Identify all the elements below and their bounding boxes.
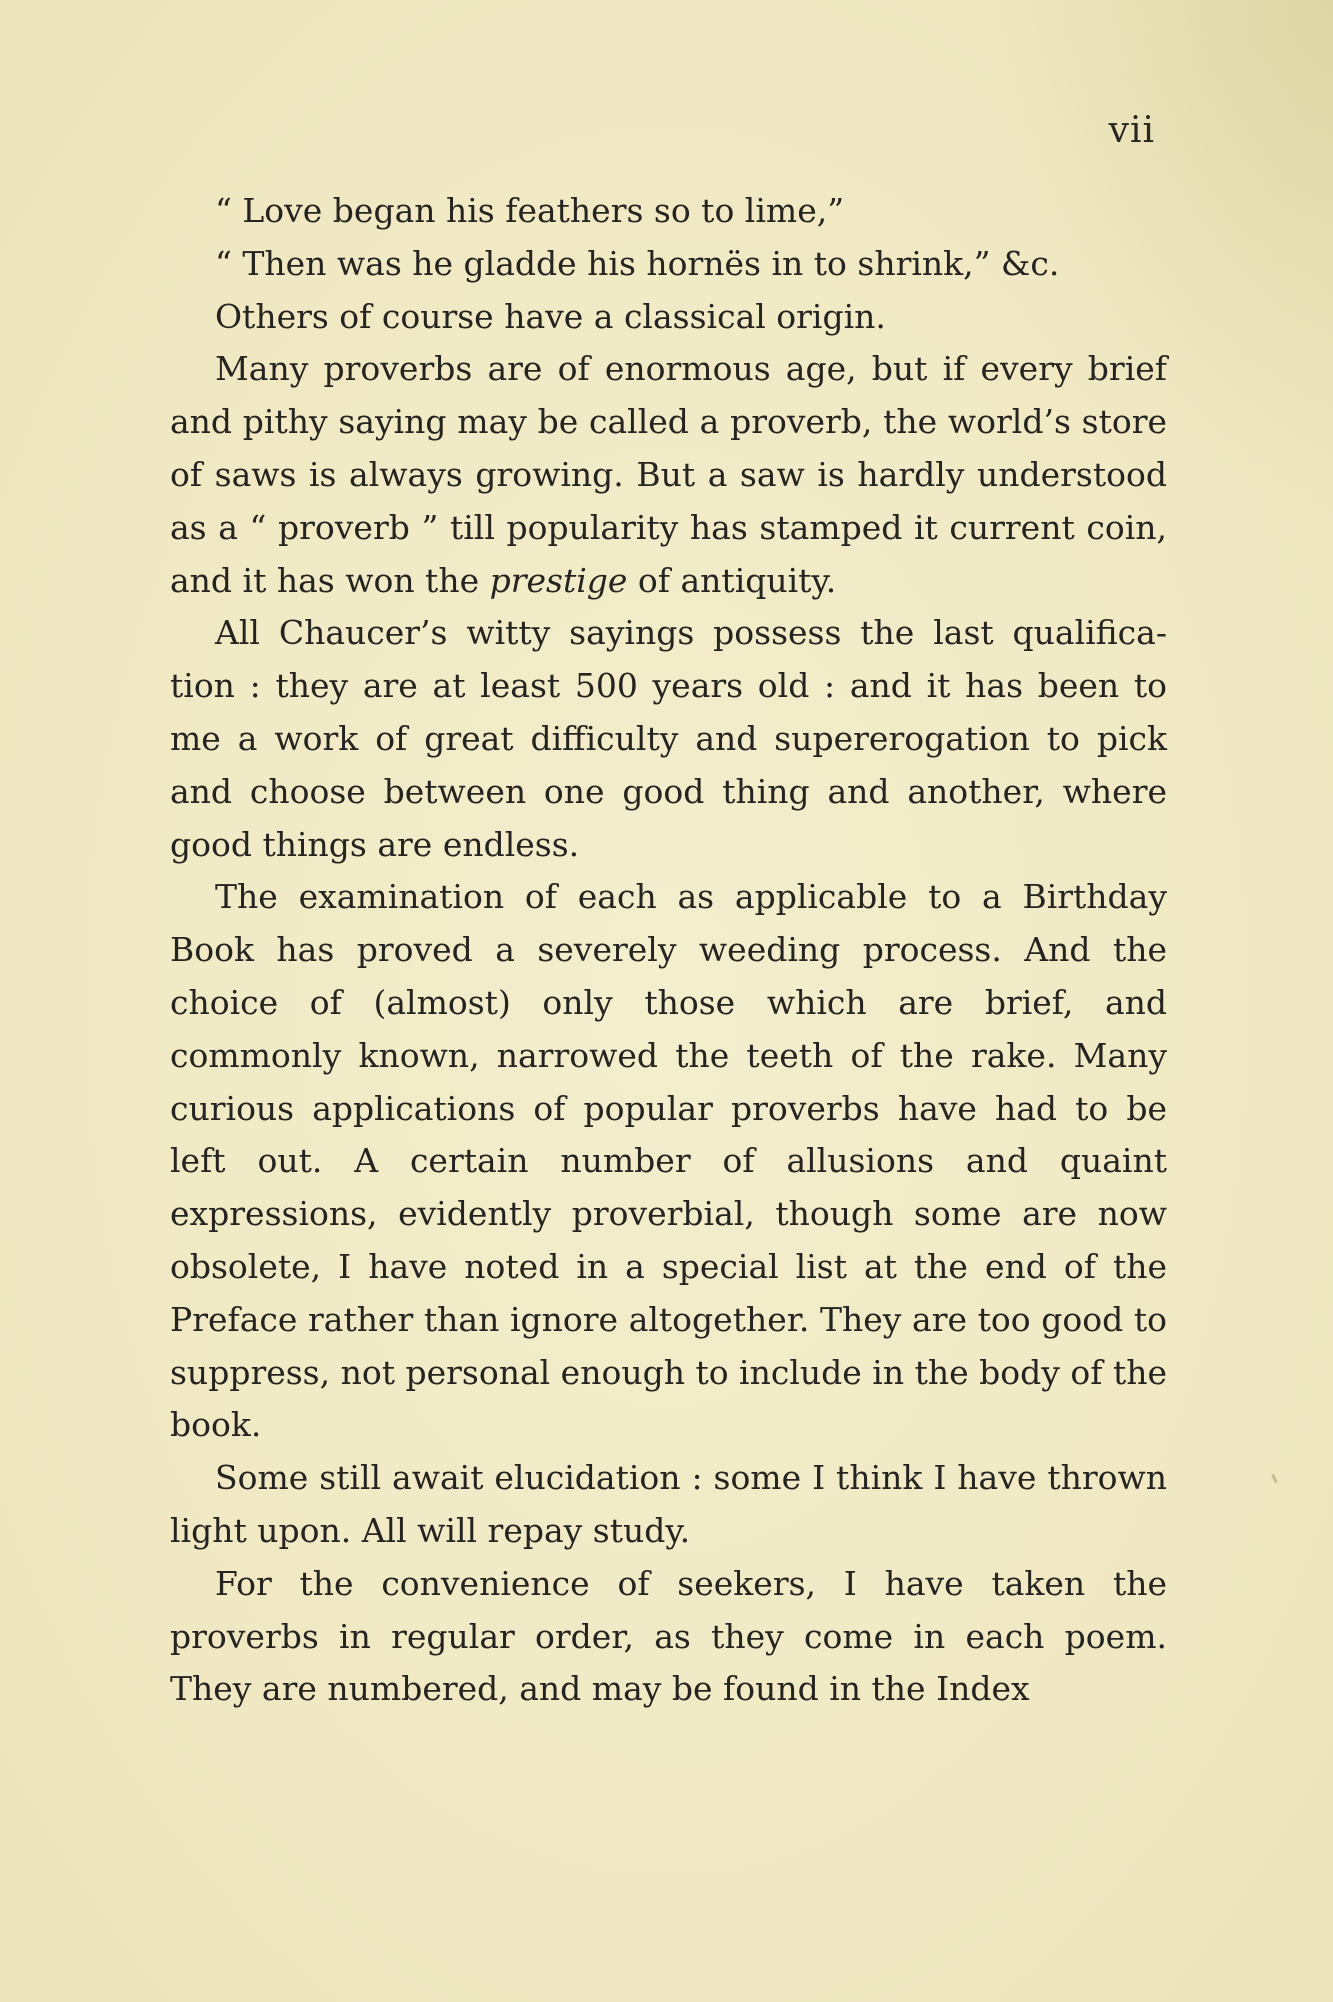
- italic-word: prestige: [489, 560, 628, 600]
- paragraph: Some still await elucidation : some I think I have thrown light upon. All will repay study.: [170, 1458, 1167, 1550]
- paragraph: [170, 343, 1167, 607]
- paper-speck: [1271, 1474, 1278, 1483]
- paragraph-text: Many proverbs are of enormous age, but if every brief and pithy saying may be called a proverb, the world’s store of saws is always growing. But a saw is hardly understood as a “ proverb ” till popularity has stamped it current coin, and it has won the: [170, 349, 1167, 600]
- quoted-line: “ Then was he gladde his hornës in to shrink,” &c.: [215, 243, 1060, 283]
- paragraph: The examination of each as applicable to a Birthday Book has proved a severely weeding process. And the choice of (almost) only those which are brief, and commonly known, narrowed the teeth of the rake. Many curious applications of popular proverbs have had to be left out. A certain number of allusions and quaint expressions, evidently proverbial, though some are now obsolete, I have noted in a special list at the end of the Preface rather than ignore altogether. They are too good to suppress, not personal enough to include in the body of the book.: [170, 877, 1167, 1445]
- paragraph: All Chaucer’s witty sayings possess the last qualifica-tion : they are at least 500 years old : and it has been to me a work of great difficulty and supererogation to pick and choose between one good thing and another, where good things are endless.: [170, 613, 1167, 864]
- paragraph: For the convenience of seekers, I have taken the proverbs in regular order, as they come in each poem. They are numbered, and may be found in the Index: [170, 1563, 1167, 1709]
- paragraph-text: of antiquity.: [627, 560, 837, 600]
- page-number: vii: [1108, 110, 1155, 151]
- body-text: [170, 185, 1167, 1716]
- quoted-line: “ Love began his feathers so to lime,”: [215, 191, 845, 230]
- text-line: Others of course have a classical origin.: [215, 296, 886, 336]
